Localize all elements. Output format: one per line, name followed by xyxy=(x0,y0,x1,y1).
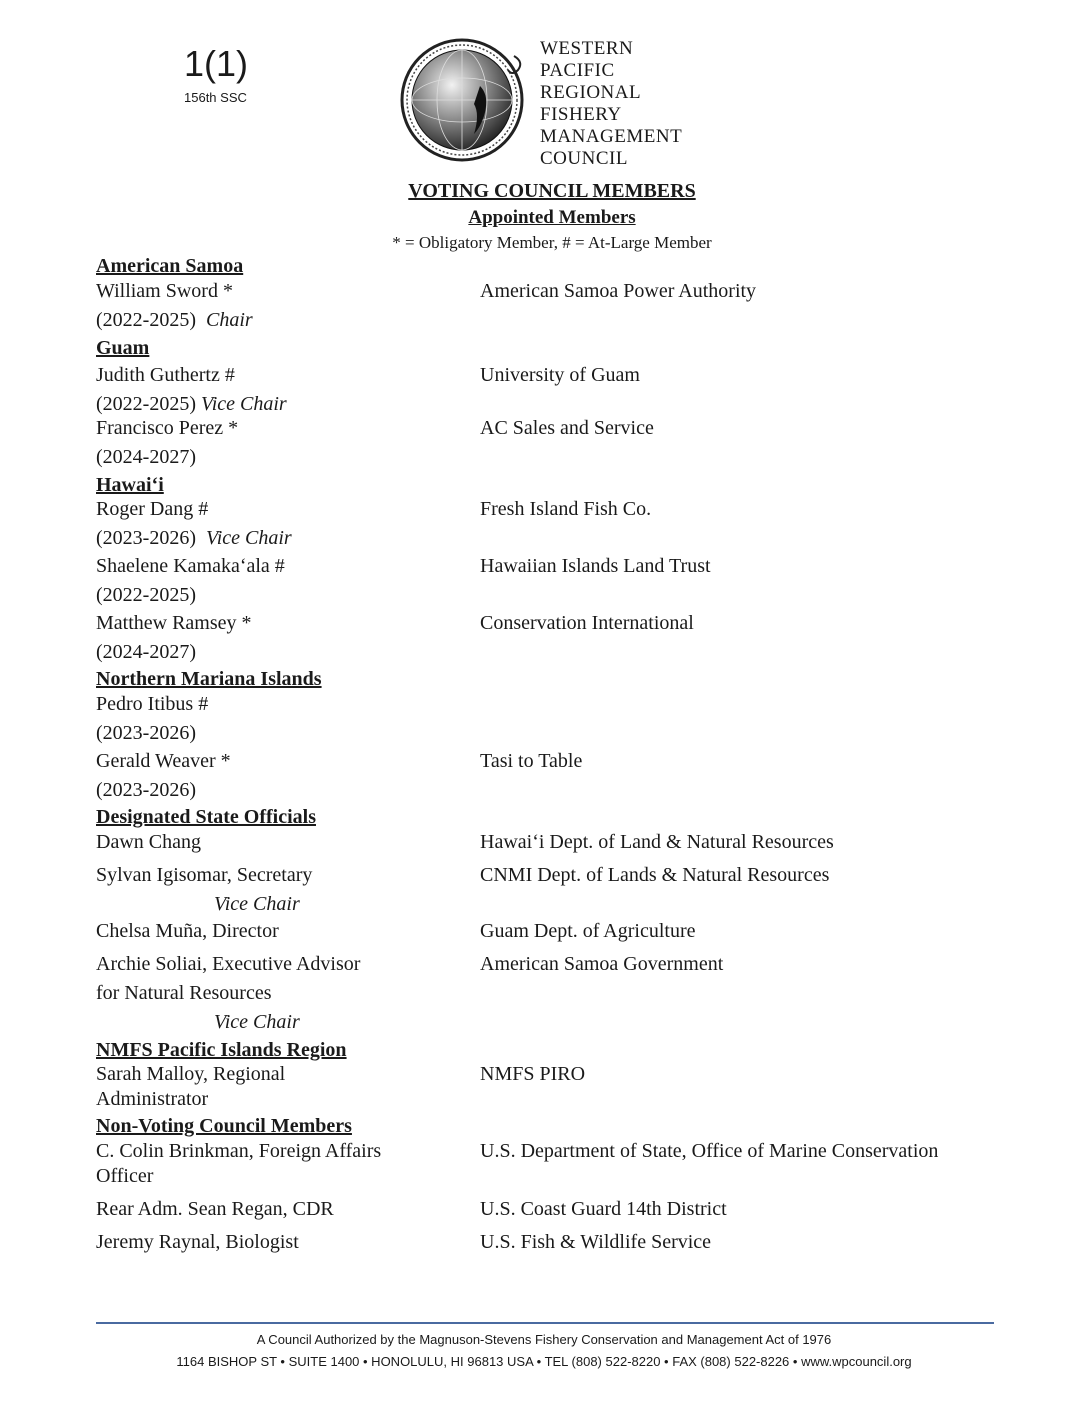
term-years: (2023-2026) xyxy=(96,527,196,549)
member-affiliation: American Samoa Power Authority xyxy=(480,280,757,302)
section-heading-non-voting: Non-Voting Council Members xyxy=(96,1115,352,1137)
term-years: (2022-2025) xyxy=(96,393,196,415)
member-name: Rear Adm. Sean Regan, CDR xyxy=(96,1198,334,1220)
member-name: Roger Dang # xyxy=(96,498,209,520)
member-name: Matthew Ramsey * xyxy=(96,612,252,634)
member-name: Sylvan Igisomar, Secretary xyxy=(96,864,313,886)
section-heading-hawaii: Hawai‘i xyxy=(96,474,164,496)
footer-address: 1164 BISHOP ST • SUITE 1400 • HONOLULU, HI 96813 USA • TEL (808) 522-8220 • FAX (808) 522-8226 • www.wpcouncil.org xyxy=(176,1354,912,1369)
page-title: VOTING COUNCIL MEMBERS xyxy=(408,180,696,202)
footer-authority: A Council Authorized by the Magnuson-Stevens Fishery Conservation and Management Act of 1976 xyxy=(256,1332,832,1347)
member-legend: * = Obligatory Member, # = At-Large Member xyxy=(392,233,712,252)
section-heading-state-officials: Designated State Officials xyxy=(96,806,316,828)
member-affiliation: AC Sales and Service xyxy=(480,417,654,439)
section-heading-guam: Guam xyxy=(96,337,150,359)
term-years: (2022-2025) xyxy=(96,309,196,331)
member-term: (2023-2026) xyxy=(96,722,196,744)
member-name: Pedro Itibus # xyxy=(96,693,209,715)
member-affiliation: NMFS PIRO xyxy=(480,1063,586,1085)
member-affiliation: American Samoa Government xyxy=(480,953,724,975)
organization-name xyxy=(540,38,682,170)
org-line: REGIONAL xyxy=(540,82,642,103)
member-role: Chair xyxy=(205,309,253,331)
member-name: Chelsa Muña, Director xyxy=(96,920,279,942)
member-affiliation: Hawai‘i Dept. of Land & Natural Resources xyxy=(480,831,834,853)
member-role: Vice Chair xyxy=(200,393,287,415)
council-logo xyxy=(396,36,532,166)
section-heading-nmfs: NMFS Pacific Islands Region xyxy=(96,1039,347,1061)
member-name: Archie Soliai, Executive Advisor xyxy=(96,953,361,975)
member-name: Gerald Weaver * xyxy=(96,750,231,772)
member-name: Dawn Chang xyxy=(96,831,201,853)
member-affiliation: Guam Dept. of Agriculture xyxy=(480,920,696,942)
member-name: William Sword * xyxy=(96,280,233,302)
member-affiliation: U.S. Coast Guard 14th District xyxy=(480,1198,727,1220)
member-affiliation: Conservation International xyxy=(480,612,694,634)
member-name: C. Colin Brinkman, Foreign Affairs xyxy=(96,1140,382,1162)
member-name: Francisco Perez * xyxy=(96,417,239,439)
member-affiliation: Hawaiian Islands Land Trust xyxy=(480,555,711,577)
meeting-label: 156th SSC xyxy=(184,90,247,105)
org-line: MANAGEMENT xyxy=(540,126,683,147)
member-term: (2023-2026) xyxy=(96,779,196,801)
member-name: Judith Guthertz # xyxy=(96,364,235,386)
section-heading-cnmi: Northern Mariana Islands xyxy=(96,668,322,690)
member-affiliation: Tasi to Table xyxy=(480,750,583,772)
agenda-item-number: 1(1) xyxy=(184,43,249,84)
member-affiliation: Fresh Island Fish Co. xyxy=(480,498,652,520)
member-name: Sarah Malloy, Regional xyxy=(96,1063,286,1085)
member-affiliation: CNMI Dept. of Lands & Natural Resources xyxy=(480,864,830,886)
member-term: (2024-2027) xyxy=(96,641,196,663)
org-line: FISHERY xyxy=(540,104,622,125)
org-line: PACIFIC xyxy=(540,60,615,81)
org-line: COUNCIL xyxy=(540,148,628,169)
member-term: (2024-2027) xyxy=(96,446,196,468)
member-role: Vice Chair xyxy=(205,527,292,549)
member-affiliation: U.S. Department of State, Office of Marine Conservation xyxy=(480,1140,939,1162)
member-affiliation: U.S. Fish & Wildlife Service xyxy=(480,1231,712,1253)
member-role: Vice Chair xyxy=(214,893,300,915)
member-term: (2022-2025) xyxy=(96,584,196,606)
member-role: Vice Chair xyxy=(214,1011,300,1033)
footer-divider xyxy=(96,1322,994,1324)
org-line: WESTERN xyxy=(540,38,634,59)
member-name-continued: Administrator xyxy=(96,1088,209,1110)
member-affiliation: University of Guam xyxy=(480,364,640,386)
page-subtitle: Appointed Members xyxy=(468,207,636,228)
member-name: Shaelene Kamaka‘ala # xyxy=(96,555,285,577)
member-name-continued: Officer xyxy=(96,1165,154,1187)
member-name: Jeremy Raynal, Biologist xyxy=(96,1231,299,1253)
section-heading-american-samoa: American Samoa xyxy=(96,255,244,277)
member-term xyxy=(96,393,287,416)
member-term xyxy=(96,527,292,550)
member-term xyxy=(96,309,253,332)
member-name-continued: for Natural Resources xyxy=(96,982,272,1004)
